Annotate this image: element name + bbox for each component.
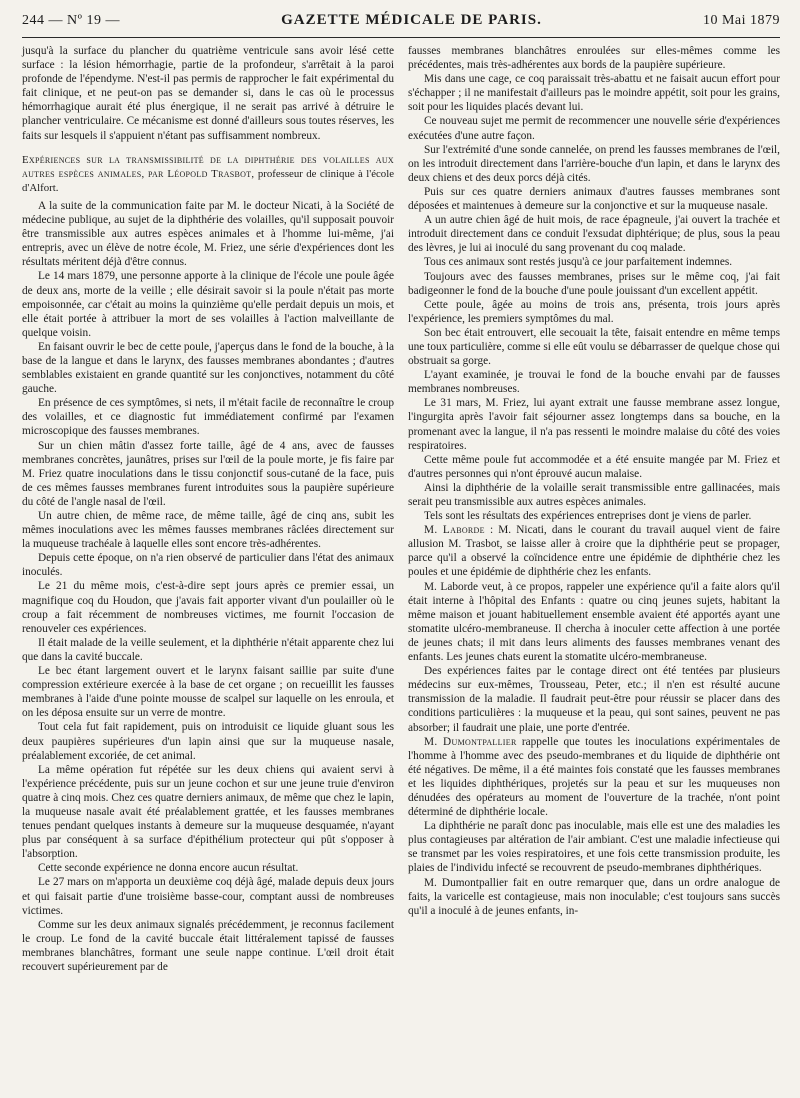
paragraph: Cette poule, âgée au moins de trois ans, présenta, trois jours après l'expérience, les premiers symptômes du mal. xyxy=(408,298,780,325)
paragraph: M. Laborde veut, à ce propos, rappeler une expérience qu'il a faite alors qu'il était interne à l'hôpital des Enfants : quatre ou cinq jeunes sujets, habitant la même maison et jouant habituellement ensemble avaient été apportés ayant une stomatite ulcéro-membraneuse. Il chercha à inoculer cette affection à une portée de jeunes chats; il mit dans leurs aliments des fausses membranes venant des enfants. Les jeunes chats eurent la stomatite ulcéro-membraneuse. xyxy=(408,580,780,664)
paragraph: fausses membranes blanchâtres enroulées sur elles-mêmes comme les précédentes, mais très-adhérentes aux bords de la paupière supérieure. xyxy=(408,45,780,72)
section-heading xyxy=(22,153,394,195)
paragraph: Son bec était entrouvert, elle secouait la tête, faisait entendre en même temps une toux particulière, comme si elle eût voulu se débarrasser de quelque chose qui obstruait sa gorge. xyxy=(408,326,780,368)
paragraph: Le 31 mars, M. Friez, lui ayant extrait une fausse membrane assez longue, l'ingurgita après l'avoir fait séjourner assez longtemps dans sa bouche, en la promenant avec la langue, il n'a pas ressenti le moindre malaise du côté des voies respiratoires. xyxy=(408,397,780,452)
paragraph: Depuis cette époque, on n'a rien observé de particulier dans l'état des animaux inoculés. xyxy=(22,552,394,579)
page-header xyxy=(22,12,780,38)
speaker-paragraph xyxy=(408,523,780,579)
paragraph: Le 27 mars on m'apporta un deuxième coq déjà âgé, malade depuis deux jours et qui faisait partie d'une troisième basse-cour, comptant aussi de nombreuses victimes. xyxy=(22,876,394,917)
paragraph: Ainsi la diphthérie de la volaille serait transmissible entre gallinacées, mais serait peu transmissible aux autres espèces animales. xyxy=(408,481,780,508)
paragraph: Ce nouveau sujet me permit de recommencer une nouvelle série d'expériences exécutées d'une autre façon. xyxy=(408,115,780,142)
speaker-name: M. Laborde xyxy=(424,524,485,537)
paragraph: Cette même poule fut accommodée et a été ensuite mangée par M. Friez et d'autres personnes qui n'ont éprouvé aucun malaise. xyxy=(408,453,780,480)
paragraph: Tels sont les résultats des expériences entreprises dont je viens de parler. xyxy=(424,510,752,523)
paragraph: Le 14 mars 1879, une personne apporte à la clinique de l'école une poule âgée de deux ans, morte de la veille ; elle désirait savoir si la poule n'était pas morte empoisonnée, car c'était au moins la quinzième qu'elle perdait depuis un mois, et elle était portée à attribuer la mort de ses volailles à l'action malveillante de quelque voisin. xyxy=(22,270,394,339)
article-title: Expériences sur la transmissibilité de la diphthérie des volailles aux autres espèces animales, xyxy=(22,153,394,180)
paragraph: A un autre chien âgé de huit mois, de race épagneule, j'ai ouvert la trachée et introduit directement dans ce conduit l'exsudat diphtérique; de plus, sous la peau des lèvres, je lui ai inoculé du sang provenant du coq malade. xyxy=(408,214,780,255)
speaker-text: : M. Nicati, dans le courant du travail auquel vient de faire allusion M. Trasbot, se laisse aller à croire que la diphthérie peut se propager, parce qu'il a observé la coïncidence entre une épidémie de diphthérie chez les poules et une épidémie de diphthérie chez les enfants. xyxy=(408,524,780,579)
author-affiliation: professeur de clinique à l'école d'Alfort. xyxy=(22,167,394,194)
paragraph: Des expériences faites par le contage direct ont été tentées par plusieurs médecins sur eux-mêmes, Trousseau, Peter, etc.; il n'en est résulté aucune transmission de la maladie. Il faudrait peut-être pour réussir se placer dans des conditions particulières : la muqueuse et la peau, qui sont saines, peuvent ne pas absorber; il faudrait une plaie, une porte d'entrée. xyxy=(408,665,780,734)
paragraph: En faisant ouvrir le bec de cette poule, j'aperçus dans le fond de la bouche, à la base de la langue et dans le larynx, des fausses membranes abondantes ; d'autres semblables existaient en grande quantité sur les conjonctives, notamment du côté gauche. xyxy=(22,340,394,396)
paragraph: Puis sur ces quatre derniers animaux d'autres fausses membranes sont déposées et maintenues à demeure sur la conjonctive et sur la muqueuse nasale. xyxy=(408,185,780,213)
paragraph: Toujours avec des fausses membranes, prises sur le même coq, j'ai fait badigeonner le fond de la bouche d'une poule jouissant d'un excellent appétit. xyxy=(408,270,780,297)
paragraph: En présence de ces symptômes, si nets, il m'était facile de reconnaître le croup des volailles, et ce diagnostic fut immédiatement confirmé par l'examen microscopique des fausses membranes. xyxy=(22,397,394,438)
issue-date: 10 Mai 1879 xyxy=(702,13,780,28)
speaker-name: M. Dumontpallier xyxy=(424,735,517,748)
paragraph: La diphthérie ne paraît donc pas inoculable, mais elle est une des maladies les plus contagieuses par altération de l'air ambiant. C'est une maladie infectieuse qui se transmet par les voies respiratoires, et une fois cette transmission produite, les plaies de l'individu infecté se recouvrent de pseudo-membranes diphthériques. xyxy=(408,820,780,875)
paragraph: Tous ces animaux sont restés jusqu'à ce jour parfaitement indemnes. xyxy=(424,256,733,269)
paragraph: Le bec étant largement ouvert et le larynx faisant saillie par suite d'une compression extérieure exercée à la base de cet organe ; on recueillit les fausses membranes à l'aide d'une pointe mousse de scalpel sur laquelle on les enroula, et on les déposa ensuite sur un verre de montre. xyxy=(22,665,394,720)
left-column xyxy=(22,44,394,974)
right-column xyxy=(408,44,780,974)
paragraph: Sur l'extrémité d'une sonde cannelée, on prend les fausses membranes de l'œil, on les introduit directement dans l'arrière-bouche d'un lapin, et dans le larynx des deux chiens et des deux porcs déjà cités. xyxy=(408,143,780,184)
paragraph: La même opération fut répétée sur les deux chiens qui avaient servi à l'expérience précédente, puis sur un jeune cochon et sur une jeune truie d'environ quatre à cinq mois. Chez ces quatre derniers animaux, de même que chez le lapin, la muqueuse nasale avait été préalablement grattée, et les fausses membranes tenues pendant quelques instants à demeure sur la muqueuse desquamée, n'ayant plus par conséquent à sa surface d'épithélium protecteur qui pût s'opposer à l'absorption. xyxy=(22,763,394,861)
paragraph: Cette seconde expérience ne donna encore aucun résultat. xyxy=(38,862,299,875)
paragraph: Il était malade de la veille seulement, et la diphthérie n'était apparente chez lui que dans la cavité buccale. xyxy=(22,636,394,663)
article-author: par Léopold Trasbot, xyxy=(147,167,255,180)
paragraph: Mis dans une cage, ce coq paraissait très-abattu et ne faisait aucun effort pour s'échapper ; il ne manifestait d'ailleurs pas le moindre appétit, soit pour les grains, soit pour les liquides placés devant lui. xyxy=(408,73,780,114)
paragraph: M. Dumontpallier fait en outre remarquer que, dans un ordre analogue de faits, la varicelle est contagieuse, mais non inoculable; c'est toujours sans succès qu'il a inoculé à de jeunes enfants, in- xyxy=(408,876,780,917)
paragraph: Comme sur les deux animaux signalés précédemment, je reconnus facilement le croup. Le fond de la cavité buccale était littéralement tapissé de fausses membranes blanchâtres, formant une seule nappe continue. L'œil droit était recouvert supérieurement par de xyxy=(22,918,394,973)
journal-title: GAZETTE MÉDICALE DE PARIS. xyxy=(281,12,542,28)
page-number: 244 — Nº 19 — xyxy=(22,13,120,28)
paragraph: Sur un chien mâtin d'assez forte taille, âgé de 4 ans, avec de fausses membranes concrètes, jaunâtres, prises sur l'œil de la poule morte, je fis faire par M. Friez quatre inoculations dans le tissu conjonctif sous-cutané de la face, puis de ces mêmes fausses membranes furent introduites sous la paupière supérieure du côté de l'angle nasal de l'œil. xyxy=(22,439,394,508)
paragraph: L'ayant examinée, je trouvai le fond de la bouche envahi par de fausses membranes nombreuses. xyxy=(408,369,780,396)
paragraph: A la suite de la communication faite par M. le docteur Nicati, à la Société de médecine publique, au sujet de la diphthérie des volailles, qu'il supposait pouvoir être transmissible aux autres espèces animales et à l'homme lui-même, j'ai entrepris, avec un élève de notre école, M. Friez, une série d'expériences dont les résultats méritent déjà d'être connus. xyxy=(22,199,394,269)
paragraph: Tout cela fut fait rapidement, puis on introduisit ce liquide gluant sous les deux paupières supérieures d'un lapin ainsi que sur la muqueuse nasale, préalablement excoriée, de cet animal. xyxy=(22,721,394,762)
paragraph: Le 21 du même mois, c'est-à-dire sept jours après ce premier essai, un magnifique coq du Houdon, que j'avais fait apporter vivant d'un poulailler où le croup a fait récemment de nombreuses victimes, me fournit l'occasion de renouveler ces expériences. xyxy=(22,580,394,635)
paragraph: Un autre chien, de même race, de même taille, âgé de cinq ans, subit les mêmes inoculations avec les mêmes fausses membranes râclées directement sur la muqueuse trachéale à laquelle elles sont encore très-adhérentes. xyxy=(22,510,394,551)
paragraph: jusqu'à la surface du plancher du quatrième ventricule sans avoir lésé cette surface : la lésion hémorrhagie, partie de la profondeur, s'arrêtait à la paroi profonde de l'épendyme. N'est-il pas permis de rapprocher le fait expérimental du fait clinique, et ne peut-on pas se demander si, dans le cas où le processus hémorrhagique aurait été plus énergique, il ne serait pas arrivé à détruire le plancher ventriculaire. Ce mécanisme est donné d'ailleurs sous toutes réserves, les faits sur lesquels il s'appuient n'étant pas suffisamment nombreux. xyxy=(22,45,394,142)
speaker-text: rappelle que toutes les inoculations expérimentales de l'homme à l'homme avec des pseudo-membranes et du liquide de diphthérie ont été négatives. De même, il a été maintes fois constaté que les fausses membranes et les liquides diphthériques, projetés sur la peau et sur les muqueuses non dénudées des opérateurs au moment de l'ouverture de la trachée, n'ont point déterminé de diphthérie locale. xyxy=(408,735,780,819)
text-columns xyxy=(22,44,780,974)
speaker-paragraph xyxy=(408,735,780,820)
